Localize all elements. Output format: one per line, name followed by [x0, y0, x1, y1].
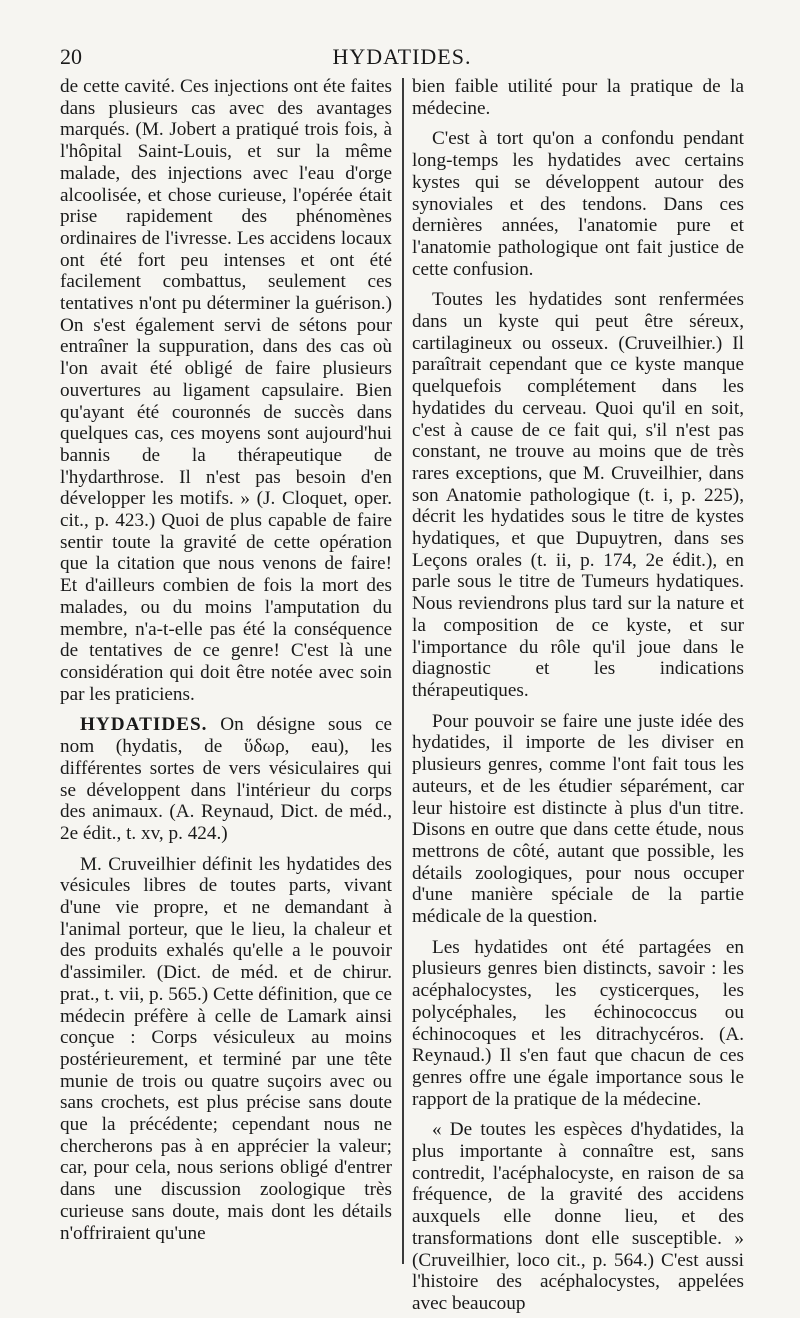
paragraph: Les hydatides ont été partagées en plusieurs genres bien distincts, savoir : les acéphalocystes, les cysticerques, les polycéphales, les échinococcus ou échinocoques et les ditrachycéros. (A. Reynaud.) Il s'en faut que chacun de ces genres offre une égale importance sous le rapport de la pratique de la médecine.: [412, 936, 744, 1110]
right-column: [412, 76, 744, 1314]
entry-keyword: HYDATIDES.: [80, 714, 208, 736]
paragraph: C'est à tort qu'on a confondu pendant long-temps les hydatides avec certains kystes qui se développent autour des synoviales et des tendons. Dans ces dernières années, l'anatomie pure et l'anatomie pathologique ont fait justice de cette confusion.: [412, 128, 744, 280]
left-column: [60, 76, 392, 1266]
paragraph: bien faible utilité pour la pratique de la médecine.: [412, 76, 744, 119]
paragraph-hydatides-definition: [60, 714, 392, 844]
page-header: [60, 42, 744, 76]
paragraph: Pour pouvoir se faire une juste idée des hydatides, il importe de les diviser en plusieurs genres, comme l'ont fait tous les auteurs, et de les étudier séparément, car leur histoire est distincte à plus d'un titre. Disons en outre que dans cette étude, nous mettrons de côté, autant que possible, les détails zoologiques, pour nous occuper d'une manière spéciale de la partie médicale de la question.: [412, 710, 744, 928]
column-divider: [402, 78, 404, 1264]
paragraph: de cette cavité. Ces injections ont éte faites dans plusieurs cas avec des avantages marqués. (M. Jobert a pratiqué trois fois, à l'hôpital Saint-Louis, et sur la même malade, des injections avec l'eau d'orge alcoolisée, et chose curieuse, l'opérée était prise rapidement des phénomènes ordinaires de l'ivresse. Les accidens locaux ont été fort peu intenses et ont été facilement combattus, seulement ces tentatives n'ont pu déterminer la guérison.) On s'est également servi de sétons pour entraîner la suppuration, dans des cas où l'on avait été obligé de faire plusieurs ouvertures au ligament capsulaire. Bien qu'ayant été couronnés de succès dans quelques cas, ces moyens sont aujourd'hui bannis de la thérapeutique de l'hydarthrose. Il n'est pas besoin d'en développer les motifs. » (J. Cloquet, oper. cit., p. 423.) Quoi de plus capable de faire sentir toute la gravité de cette opération que la citation que nous venons de faire! Et d'ailleurs combien de fois la mort des malades, ou du moins l'amputation du membre, n'a-t-elle pas été la conséquence de tentatives de ce genre! C'est là une considération qui doit être notée avec soin par les praticiens.: [60, 76, 392, 705]
page-number: 20: [60, 44, 82, 69]
paragraph: M. Cruveilhier définit les hydatides des vésicules libres de toutes parts, vivant d'une vie propre, et ne demandant à l'animal porteur, que le lieu, la chaleur et des produits exhalés qu'elle a le pouvoir d'assimiler. (Dict. de méd. et de chirur. prat., t. vii, p. 565.) Cette définition, que ce médecin préfère à celle de Lamark ainsi conçue : Corps vésiculeux au moins postérieurement, et terminé par une tête munie de trois ou quatre suçoirs avec ou sans crochets, est plus précise sans doute que la précédente; cependant nous ne chercherons pas à en apprécier la valeur; car, pour cela, nous serions obligé d'entrer dans une discussion zoologique très curieuse sans doute, mais dont les détails n'offriraient qu'une: [60, 853, 392, 1244]
paragraph: Toutes les hydatides sont renfermées dans un kyste qui peut être séreux, cartilagineux ou osseux. (Cruveilhier.) Il paraîtrait cependant que ce kyste manque quelquefois complétement dans les hydatides du cerveau. Quoi qu'il en soit, c'est à cause de ce fait qui, s'il n'est pas constant, ne trouve au moins que de très rares exceptions, que M. Cruveilhier, dans son Anatomie pathologique (t. i, p. 225), décrit les hydatides sous le titre de kystes hydatiques, et que Dupuytren, dans ses Leçons orales (t. ii, p. 174, 2e édit.), en parle sous le titre de Tumeurs hydatiques. Nous reviendrons plus tard sur la nature et la composition de ce kyste, et sur l'importance du rôle qu'il joue dans le diagnostic et les indications thérapeutiques.: [412, 289, 744, 701]
paragraph: « De toutes les espèces d'hydatides, la plus importante à connaître est, sans contredit, l'acéphalocyste, en raison de sa fréquence, de la gravité des accidens auxquels elle donne lieu, et des transformations dont elle susceptible. » (Cruveilhier, loco cit., p. 564.) C'est aussi l'histoire des acéphalocystes, appelées avec beaucoup: [412, 1119, 744, 1314]
entry-text: On désigne sous ce nom (hydatis, de ὕδωρ, eau), les différentes sortes de vers vésiculaires qui se développent dans l'intérieur du corps des animaux. (A. Reynaud, Dict. de méd., 2e édit., t. xv, p. 424.): [60, 714, 392, 844]
running-title: HYDATIDES.: [332, 44, 472, 69]
